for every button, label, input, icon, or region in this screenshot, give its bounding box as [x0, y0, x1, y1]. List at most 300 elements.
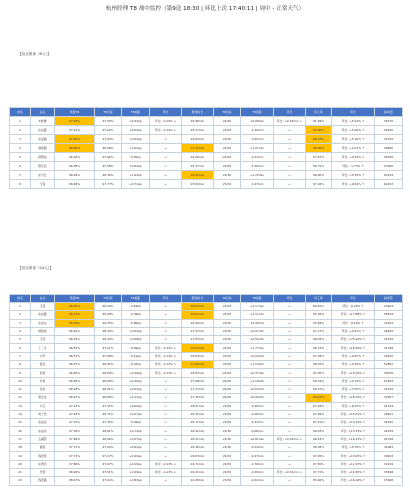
table-cell: 王泽 [31, 336, 55, 344]
table-cell: -0.86pp [122, 319, 150, 327]
table-cell: 环比: +7.05% ↑ [332, 385, 375, 393]
table-cell: → [274, 319, 306, 327]
table-cell: 9 [10, 369, 31, 377]
table-cell: 环比: +4.93% ↑ [332, 153, 375, 162]
table-cell: 96.97% [55, 394, 95, 402]
table-cell: 98.00% [55, 468, 95, 476]
table-cell: 96.90% [55, 369, 95, 377]
table-cell: 环比: -8.16% ↑ [332, 319, 375, 327]
table-cell: 26.50 [214, 135, 241, 144]
table-cell: 39242 [375, 352, 403, 360]
table-cell: 97.41% [306, 419, 332, 427]
table-cell: 5 [10, 336, 31, 344]
table-cell: 环比: +75.29% ↑ [332, 336, 375, 344]
column-header: T8目标 [95, 108, 122, 117]
table-cell: → [274, 135, 306, 144]
table-cell: 东站北 [31, 419, 55, 427]
table-cell: → [150, 394, 182, 402]
table-cell: 24.71min [182, 460, 214, 468]
table-cell: -0.18min [241, 410, 274, 418]
table-cell: 96.89% [95, 394, 122, 402]
table-cell: 39076 [375, 369, 403, 377]
table-cell: 25.27min [182, 126, 214, 135]
table-row [10, 385, 403, 393]
column-header: 环比 [332, 108, 375, 117]
table-cell: 环比: -0.12% ↓ [150, 361, 182, 369]
table-cell: 42159 [375, 427, 403, 435]
table-cell: 95.39% [55, 319, 95, 327]
table-cell: 城南街 [31, 327, 55, 335]
table-cell: 悦北 [31, 361, 55, 369]
table-cell: 26.50 [214, 303, 241, 311]
table-cell: 91.99% [306, 117, 332, 126]
table-cell: 26.42min [182, 427, 214, 435]
table-cell: +1.02pp [122, 144, 150, 153]
table-row [10, 311, 403, 319]
table-cell: 98.03% [306, 427, 332, 435]
table-cell: 96.61% [95, 427, 122, 435]
table-cell: 95.46% [306, 477, 332, 485]
table-cell: 96.29% [95, 303, 122, 311]
table-cell: +0.57pp [122, 410, 150, 418]
table-cell: 23.06min [182, 180, 214, 189]
table-cell: 63139 [375, 171, 403, 180]
column-header: 异工率 [306, 295, 332, 303]
table-cell: 26.50 [214, 452, 241, 460]
table-cell: → [274, 336, 306, 344]
table-cell: 东站东 [31, 427, 55, 435]
table-cell: 97.09% [95, 444, 122, 452]
table-cell: 95.64% [306, 319, 332, 327]
table-cell: 26.50 [214, 126, 241, 135]
table-cell: 97.93% [55, 117, 95, 126]
table-cell: 26.50 [214, 327, 241, 335]
table-cell: 24.60min [182, 135, 214, 144]
table-cell: 26.50 [214, 377, 241, 385]
table-cell: +0.08pp [122, 336, 150, 344]
table-cell: +1.72min [241, 171, 274, 180]
table-cell: 97.21% [95, 344, 122, 352]
table-cell: 24.06min [182, 153, 214, 162]
table-cell: 32657 [375, 394, 403, 402]
table-cell: 97.30% [55, 427, 95, 435]
table-cell: 26.50 [214, 394, 241, 402]
column-header: 配送时长 [182, 108, 214, 117]
table-cell: → [150, 444, 182, 452]
table-row [10, 327, 403, 335]
table-cell: 谢营 [31, 444, 55, 452]
table-cell: 96.42% [95, 327, 122, 335]
table-cell: → [150, 162, 182, 171]
table-cell: 96.29% [55, 171, 95, 180]
table-cell: 环比: -0.14% ↓ [150, 460, 182, 468]
table-cell: -0.51pp [122, 352, 150, 360]
table-cell: 环比: +0.33min ↓ [274, 117, 306, 126]
table-cell: 7 [10, 171, 31, 180]
table-row [10, 402, 403, 410]
table-cell: → [150, 427, 182, 435]
table-cell: 97.21% [55, 402, 95, 410]
table-cell: +0.33pp [122, 117, 150, 126]
table-cell: 27.69min [182, 361, 214, 369]
table-cell: 26.50 [214, 435, 241, 443]
table-cell: 16 [10, 427, 31, 435]
table-cell: +0.83pp [122, 477, 150, 485]
table-cell: 96.60% [95, 369, 122, 377]
column-header: 环比 [274, 108, 306, 117]
table-cell: 环比: -0.13% ↓ [150, 468, 182, 476]
table-cell: 环比: +4.07% ↑ [332, 144, 375, 153]
table-cell: 95.99% [95, 311, 122, 319]
table-cell: 96.55% [55, 344, 95, 352]
section1-table [9, 107, 403, 189]
table-cell: 26.50 [214, 385, 241, 393]
table-cell: 26.01min [182, 402, 214, 410]
table-cell: 96.05% [55, 303, 95, 311]
table-cell: +0.11pp [122, 394, 150, 402]
table-cell: 35598 [375, 468, 403, 476]
table-cell: → [150, 385, 182, 393]
table-cell: -1.29min [241, 126, 274, 135]
table-cell: -0.29min [241, 468, 274, 476]
table-cell: → [274, 377, 306, 385]
table-cell: 97.86% [55, 460, 95, 468]
table-cell: +0.09pp [122, 126, 150, 135]
table-cell: → [274, 444, 306, 452]
table-cell: 张家 [31, 385, 55, 393]
table-cell: 26.50 [214, 444, 241, 452]
table-cell: +0.26pp [122, 369, 150, 377]
column-header: 排名 [10, 295, 31, 303]
table-cell: 26.54min [182, 352, 214, 360]
table-cell: → [150, 402, 182, 410]
table-cell: 拱墅站 [31, 153, 55, 162]
table-cell: 42165 [375, 419, 403, 427]
table-cell: 31019 [375, 385, 403, 393]
table-cell: 96.38% [306, 444, 332, 452]
table-row [10, 126, 403, 135]
column-header: T8差距 [122, 295, 150, 303]
table-cell: → [150, 153, 182, 162]
table-cell: 26.50 [214, 361, 241, 369]
table-cell: 26.50 [214, 344, 241, 352]
table-cell: 环比: +9.30% ↑ [332, 361, 375, 369]
table-cell: 环比: -0.14% ↓ [150, 344, 182, 352]
table-cell: 97.67% [55, 135, 95, 144]
table-cell: 96.13% [55, 311, 95, 319]
table-cell: 22 [10, 477, 31, 485]
section2-label: 【站点排查（24人）】 [18, 266, 54, 270]
table-cell: → [274, 153, 306, 162]
table-cell: 21 [10, 468, 31, 476]
table-cell: 96.81% [306, 303, 332, 311]
table-cell: 26.50 [214, 171, 241, 180]
table-cell: 丁二凡 [31, 344, 55, 352]
page-title: 杭州经理 T8 战中监控（第9送 18:30 | 环比上次 17:40:11 | 周中 - 正常天气） [105, 6, 305, 12]
table-cell: 36790 [375, 153, 403, 162]
table-cell: 26.50 [214, 402, 241, 410]
table-cell: 95.16% [306, 311, 332, 319]
table-cell: 未知维 [31, 117, 55, 126]
table-cell: +0.71pp [122, 180, 150, 189]
table-cell: 96.52% [55, 336, 95, 344]
table-cell: +0.74pp [122, 427, 150, 435]
table-cell: → [150, 135, 182, 144]
table-cell: +1.93pp [122, 171, 150, 180]
table-cell: → [274, 311, 306, 319]
table-cell: +0.04pp [122, 327, 150, 335]
table-cell: 26.50 [214, 319, 241, 327]
column-header: 环比 [332, 295, 375, 303]
table-cell: 26.17min [182, 419, 214, 427]
table-row [10, 171, 403, 180]
table-cell: -0.08min [241, 427, 274, 435]
table-cell: 96.44% [95, 336, 122, 344]
table-cell: 62103 [375, 180, 403, 189]
table-cell: 环比: +16.13% ↑ [332, 435, 375, 443]
table-cell: 95.60% [306, 126, 332, 135]
table-cell: 96.60% [95, 377, 122, 385]
table-cell: 97.93% [306, 402, 332, 410]
column-header: T8目标 [95, 295, 122, 303]
table-cell: 31083 [375, 444, 403, 452]
table-cell: 41314 [375, 402, 403, 410]
table-cell: 97.58% [95, 162, 122, 171]
table-cell: 97.55% [306, 460, 332, 468]
table-cell: 环比: +14.11% ↑ [332, 419, 375, 427]
table-cell: 环比: +5.10% ↑ [332, 135, 375, 144]
table-cell: → [150, 144, 182, 153]
table-cell: → [274, 394, 306, 402]
table-cell: 26.90min [182, 319, 214, 327]
table-cell: -1.30min [241, 162, 274, 171]
table-cell: → [274, 361, 306, 369]
table-cell: 96.92% [95, 361, 122, 369]
table-row [10, 144, 403, 153]
table-cell: +0.90min [241, 394, 274, 402]
table-row [10, 303, 403, 311]
table-cell: -1.79min [241, 460, 274, 468]
table-cell: 27.05min [182, 336, 214, 344]
column-header: 排名 [10, 108, 31, 117]
table-cell: +0.64pp [122, 162, 150, 171]
table-cell: 27.71min [182, 144, 214, 153]
table-cell: -11.56min [241, 319, 274, 327]
table-cell: 6 [10, 344, 31, 352]
column-header: 异工率 [306, 108, 332, 117]
table-cell: 97.16% [306, 180, 332, 189]
table-cell: → [274, 162, 306, 171]
table-cell: 97.08% [95, 352, 122, 360]
table-cell: 环比: -1.73% ↑ [332, 162, 375, 171]
column-header: T8差距 [241, 295, 274, 303]
table-cell: 96.67% [55, 361, 95, 369]
table-cell: 20 [10, 460, 31, 468]
table-cell: +2.17min [241, 303, 274, 311]
table-cell: → [274, 477, 306, 485]
table-cell: 26.50 [214, 352, 241, 360]
column-header: 环比 [150, 108, 182, 117]
table-cell: 酒前路 [31, 144, 55, 153]
table-cell: 25.98min [182, 117, 214, 126]
table-cell: → [150, 452, 182, 460]
table-cell: 96.25% [95, 319, 122, 327]
table-cell: 96.75% [306, 162, 332, 171]
section1-header-row [10, 108, 403, 117]
table-row [10, 336, 403, 344]
table-cell: 环比: +9.87% ↑ [332, 352, 375, 360]
table-row [10, 419, 403, 427]
table-cell: 26.50 [214, 410, 241, 418]
table-cell: +0.97min [241, 327, 274, 335]
table-cell: 96.37% [306, 135, 332, 144]
table-cell: 97.64% [95, 477, 122, 485]
table-cell: → [150, 410, 182, 418]
table-cell: +0.19pp [122, 460, 150, 468]
table-cell: 28.61min [182, 311, 214, 319]
section1-tbody [10, 117, 403, 189]
table-cell: → [150, 319, 182, 327]
table-row [10, 452, 403, 460]
table-cell: 52891 [375, 361, 403, 369]
column-header: 站点 [31, 108, 55, 117]
table-cell: 车营 [31, 377, 55, 385]
table-row [10, 477, 403, 485]
table-cell: 36770 [375, 117, 403, 126]
table-cell: 36660 [375, 144, 403, 153]
table-row [10, 117, 403, 126]
table-cell: -0.49min [241, 402, 274, 410]
table-cell: 96.16% [55, 153, 95, 162]
table-cell: 环比: +6.67% ↑ [332, 402, 375, 410]
table-cell: 97.00% [95, 117, 122, 126]
table-cell: -0.50pp [122, 153, 150, 162]
table-cell: 27.47min [182, 327, 214, 335]
table-cell: → [274, 402, 306, 410]
table-cell: → [150, 477, 182, 485]
table-cell: 环比: +18.14% ↑ [332, 394, 375, 402]
table-cell: 26.50 [214, 419, 241, 427]
table-cell: 97.67% [306, 153, 332, 162]
table-cell: → [274, 460, 306, 468]
table-cell: 五湖营 [31, 435, 55, 443]
table-cell: 4 [10, 144, 31, 153]
table-cell: 1 [10, 303, 31, 311]
table-cell: 阳光宫 [31, 162, 55, 171]
table-cell: 卢江 [31, 402, 55, 410]
table-cell: 环比: +0.31min ↓ [274, 468, 306, 476]
table-cell: 环比: +4.61% ↑ [332, 327, 375, 335]
table-cell: 26.50 [214, 369, 241, 377]
table-cell: 96.91% [95, 385, 122, 393]
section1-thead [10, 108, 403, 117]
table-cell: 39023 [375, 452, 403, 460]
table-cell: 97.77% [95, 180, 122, 189]
section2-thead [10, 295, 403, 303]
table-cell: 2 [10, 311, 31, 319]
table-cell: 6 [10, 162, 31, 171]
table-cell: 环比: +12.23% ↑ [332, 460, 375, 468]
table-row [10, 180, 403, 189]
table-cell: 26.50 [214, 180, 241, 189]
column-header: T8差距 [241, 108, 274, 117]
table-cell: 向子街 [31, 410, 55, 418]
table-row [10, 468, 403, 476]
table-cell: +0.08min [241, 117, 274, 126]
table-cell: +2.11min [241, 311, 274, 319]
table-row [10, 135, 403, 144]
table-cell: -2.02min [241, 477, 274, 485]
table-cell: 17 [10, 435, 31, 443]
table-cell: 26.50 [214, 460, 241, 468]
table-cell: +0.02pp [122, 385, 150, 393]
table-row [10, 162, 403, 171]
table-cell: 97.71% [55, 444, 95, 452]
table-cell: 环比: -6.25% ↑ [332, 303, 375, 311]
table-cell: 53163 [375, 377, 403, 385]
table-cell: +0.30pp [122, 377, 150, 385]
table-cell: 5 [10, 153, 31, 162]
column-header: 接单量 [375, 108, 403, 117]
table-cell: → [274, 126, 306, 135]
table-cell: 41933 [375, 336, 403, 344]
table-cell: 28.22min [182, 171, 214, 180]
table-cell: → [150, 327, 182, 335]
table-cell: +0.01min [241, 435, 274, 443]
section2-tbody [10, 303, 403, 486]
table-cell: +0.05pp [122, 402, 150, 410]
table-cell: 26.50 [214, 162, 241, 171]
column-header: 环比 [274, 295, 306, 303]
table-cell: 97.62% [306, 410, 332, 418]
table-cell: +0.55min [241, 336, 274, 344]
table-cell: +0.04pp [122, 135, 150, 144]
table-cell: +0.57pp [122, 435, 150, 443]
column-header: T8差距 [122, 108, 150, 117]
table-row [10, 153, 403, 162]
table-cell: 97.46% [55, 435, 95, 443]
table-cell: -0.36pp [122, 311, 150, 319]
table-cell: 环比: +13.05% ↑ [332, 452, 375, 460]
column-header: 预留T8 [55, 295, 95, 303]
table-cell: → [274, 410, 306, 418]
table-cell: +0.45pp [122, 452, 150, 460]
table-cell: -3.47min [241, 180, 274, 189]
table-cell: 97.62% [95, 126, 122, 135]
table-cell: 环比: +11.65% ↑ [332, 468, 375, 476]
table-cell: → [274, 180, 306, 189]
table-cell: 1 [10, 117, 31, 126]
table-cell: → [274, 452, 306, 460]
table-cell: 环比: +9.64% ↑ [332, 180, 375, 189]
table-cell: 97.51% [95, 468, 122, 476]
column-header: T8目标 [214, 295, 241, 303]
table-cell: 26.21min [182, 468, 214, 476]
table-cell: 10 [10, 377, 31, 385]
table-cell: 97.13% [306, 327, 332, 335]
table-cell: 97.67% [95, 460, 122, 468]
table-row [10, 319, 403, 327]
table-cell: 15 [10, 419, 31, 427]
table-cell: → [150, 180, 182, 189]
table-cell: -0.64pp [122, 303, 150, 311]
table-cell: 东站路 [31, 311, 55, 319]
table-cell: 96.98% [95, 144, 122, 153]
table-cell: 24.48min [182, 477, 214, 485]
table-cell: 98.43% [55, 477, 95, 485]
table-cell: 26.50 [214, 427, 241, 435]
column-header: T8目标 [214, 108, 241, 117]
